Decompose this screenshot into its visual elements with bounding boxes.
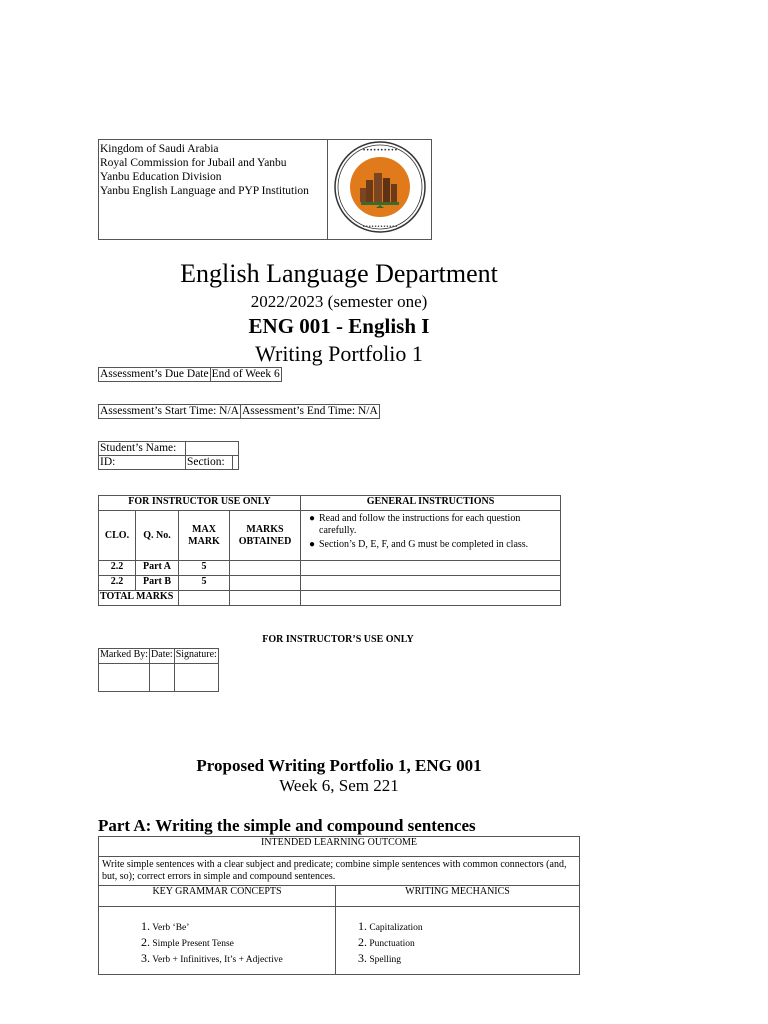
date-label: Date:	[150, 649, 175, 664]
grammar-header: KEY GRAMMAR CONCEPTS	[99, 886, 336, 907]
due-date-label: Assessment’s Due Date	[100, 368, 209, 380]
ilo-text: Write simple sentences with a clear subject and predicate; combine simple sentences with common connectors (and, but, so); correct errors in simple and compound sentences.	[99, 857, 580, 886]
header-line: Royal Commission for Jubail and Yanbu	[100, 157, 287, 169]
row-blank	[301, 561, 561, 576]
total-blank	[301, 591, 561, 606]
general-instructions-header: GENERAL INSTRUCTIONS	[301, 496, 561, 511]
header-line: Yanbu Education Division	[100, 171, 222, 183]
course-title: ENG 001 - English I	[248, 314, 430, 338]
total-marks-label: TOTAL MARKS	[99, 591, 179, 606]
section-label: Section:	[186, 456, 233, 470]
list-item: 3. Spelling	[358, 951, 402, 965]
row-max: 5	[179, 576, 230, 591]
instructors-use-title: FOR INSTRUCTOR’S USE ONLY	[262, 634, 414, 645]
marking-table	[98, 648, 219, 692]
row-question: Part A	[136, 561, 179, 576]
row-max: 5	[179, 561, 230, 576]
bullet-icon: ●	[309, 539, 316, 550]
header-line: Yanbu English Language and PYP Institution	[100, 185, 309, 197]
instruction-item: ● Read and follow the instructions for each question carefully.	[309, 513, 521, 536]
row-obtained[interactable]	[230, 561, 301, 576]
ilo-header: INTENDED LEARNING OUTCOME	[99, 837, 580, 857]
list-item: 3. Verb + Infinitives, It’s + Adjective	[141, 951, 283, 965]
assessment-title: Writing Portfolio 1	[255, 341, 423, 366]
header-text	[99, 140, 328, 240]
list-item: 2. Simple Present Tense	[141, 935, 234, 949]
academic-year: 2022/2023 (semester one)	[250, 292, 428, 311]
signature-label: Signature:	[174, 649, 218, 664]
row-obtained[interactable]	[230, 576, 301, 591]
header-line: Kingdom of Saudi Arabia	[100, 143, 219, 155]
col-clo: CLO.	[99, 511, 136, 561]
total-obtained[interactable]	[230, 591, 301, 606]
id-label: ID:	[99, 456, 186, 470]
student-name-label: Student’s Name:	[99, 442, 186, 456]
institution-logo	[333, 140, 427, 234]
part-a-heading: Part A: Writing the simple and compound sentences	[98, 816, 476, 835]
instruction-item: ● Section’s D, E, F, and G must be completed in class.	[309, 539, 529, 550]
start-time: Assessment’s Start Time: N/A	[100, 405, 239, 417]
date-field[interactable]	[150, 664, 175, 692]
svg-text:••••••••••••: ••••••••••••	[361, 224, 398, 230]
col-question: Q. No.	[136, 511, 179, 561]
marked-by-label: Marked By:	[99, 649, 150, 664]
section-field[interactable]	[233, 456, 239, 470]
marked-by-field[interactable]	[99, 664, 150, 692]
row-blank	[301, 576, 561, 591]
bullet-icon: ●	[309, 513, 316, 524]
due-date-table	[98, 367, 282, 382]
row-clo: 2.2	[99, 576, 136, 591]
student-name-field[interactable]	[186, 442, 239, 456]
department-title: English Language Department	[180, 259, 498, 288]
part-a-table	[98, 836, 580, 975]
svg-text:••••••••••: ••••••••••	[361, 147, 398, 154]
logo-cell	[328, 140, 432, 240]
list-item: 2. Punctuation	[358, 935, 415, 949]
col-marks-obtained: MARKS OBTAINED	[230, 511, 301, 561]
student-table	[98, 441, 239, 470]
proposed-subtitle: Week 6, Sem 221	[279, 776, 399, 795]
col-max-mark: MAX MARK	[179, 511, 230, 561]
grammar-list	[99, 907, 336, 975]
row-clo: 2.2	[99, 561, 136, 576]
mechanics-list	[336, 907, 580, 975]
end-time: Assessment’s End Time: N/A	[241, 405, 378, 417]
list-item: 1. Verb ‘Be’	[141, 919, 190, 933]
header-box	[98, 139, 432, 240]
instructions-list	[301, 511, 561, 561]
marks-table	[98, 495, 561, 606]
instructor-use-header: FOR INSTRUCTOR USE ONLY	[99, 496, 301, 511]
total-max	[179, 591, 230, 606]
due-date-value: End of Week 6	[211, 368, 280, 380]
list-item: 1. Capitalization	[358, 919, 423, 933]
mechanics-header: WRITING MECHANICS	[336, 886, 580, 907]
time-table	[98, 404, 380, 419]
signature-field[interactable]	[174, 664, 218, 692]
row-question: Part B	[136, 576, 179, 591]
proposed-title: Proposed Writing Portfolio 1, ENG 001	[196, 756, 482, 775]
